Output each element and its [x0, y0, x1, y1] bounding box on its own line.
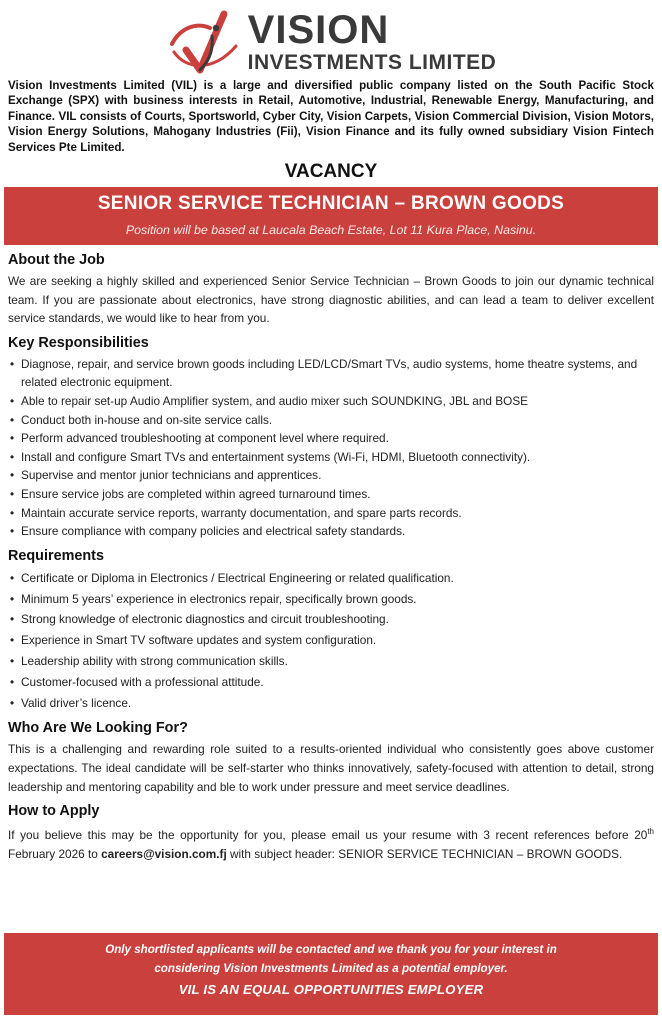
list-item: • Ensure compliance with company policies and electrical safety standards.: [8, 522, 654, 541]
list-item: • Experience in Smart TV software updates and system configuration.: [8, 630, 654, 651]
company-logo: [0, 0, 662, 78]
careers-email-link[interactable]: careers@vision.com.fj: [101, 846, 227, 861]
about-heading: About the Job: [8, 252, 105, 269]
list-item: • Strong knowledge of electronic diagnostics and circuit troubleshooting.: [8, 609, 654, 630]
company-intro: Vision Investments Limited (VIL) is a large and diversified public company listed on the South Pacific Stock Exchange (SPX) with business interests in Retail, Automotive, Industrial, Renewable Energy, Manufacturing, and Finance. VIL consists of Courts, Sportsworld, Cyber City, Vision Carpets, Vision Commercial Division, Vision Motors, Vision Energy Solutions, Mahogany Industries (Fii), Vision Finance and its fully owned subsidiary Vision Fintech Services Pte Limited.: [8, 79, 654, 154]
requirements-heading: Requirements: [8, 547, 104, 564]
list-item: • Leadership ability with strong communication skills.: [8, 651, 654, 672]
apply-heading: How to Apply: [8, 803, 100, 820]
list-item: • Supervise and mentor junior technicians and apprentices.: [8, 466, 654, 485]
position-location: Position will be based at Laucala Beach Estate, Lot 11 Kura Place, Nasinu.: [125, 223, 537, 238]
footer-note-line2: considering Vision Investments Limited as a potential employer.: [154, 962, 508, 975]
list-item: • Certificate or Diploma in Electronics / Electrical Engineering or related qualification.: [8, 568, 654, 589]
list-item: • Conduct both in-house and on-site service calls.: [8, 411, 654, 430]
apply-text: [8, 823, 654, 863]
vision-v-logo-icon: [166, 6, 244, 76]
list-item: • Perform advanced troubleshooting at component level where required.: [8, 429, 654, 448]
footer-note-line1: Only shortlisted applicants will be contacted and we thank you for your interest in: [105, 943, 557, 956]
list-item: • Install and configure Smart TVs and entertainment systems (Wi-Fi, HDMI, Bluetooth connectivity).: [8, 448, 654, 467]
equal-opportunity-statement: VIL IS AN EQUAL OPPORTUNITIES EMPLOYER: [178, 982, 484, 997]
logo-title: VISION: [247, 7, 390, 52]
looking-for-heading: Who Are We Looking For?: [8, 720, 188, 737]
apply-date-suffix: th: [647, 827, 654, 837]
list-item: • Diagnose, repair, and service brown goods including LED/LCD/Smart TVs, audio systems, home theatre systems, and related electronic equipment.: [8, 355, 654, 392]
apply-text-after: with subject header: SENIOR SERVICE TECHNICIAN – BROWN GOODS.: [226, 846, 623, 861]
list-item: • Customer-focused with a professional attitude.: [8, 672, 654, 693]
position-banner: [4, 187, 658, 245]
looking-for-text: This is a challenging and rewarding role suited to a results-oriented individual who consistently goes above customer expectations. The ideal candidate will be self-starter who thinks innovatively, safety-focused with attention to detail, strong leadership and mentoring capability and ble to work under pressure and meet service deadlines.: [8, 742, 654, 794]
apply-text-before: If you believe this may be the opportunity for you, please email us your resume with 3 recent references before 20: [8, 828, 648, 843]
requirements-list: [8, 568, 654, 714]
position-title: SENIOR SERVICE TECHNICIAN – BROWN GOODS: [97, 193, 565, 215]
list-item: • Able to repair set-up Audio Amplifier system, and audio mixer such SOUNDKING, JBL and BOSE: [8, 392, 654, 411]
vacancy-label: VACANCY: [284, 161, 378, 183]
responsibilities-heading: Key Responsibilities: [8, 334, 149, 351]
list-item: • Maintain accurate service reports, warranty documentation, and spare parts records.: [8, 504, 654, 523]
about-text: We are seeking a highly skilled and experienced Senior Service Technician – Brown Goods to join our dynamic technical team. If you are passionate about electronics, have strong diagnostic abilities, and can lead a team to deliver excellent service standards, we would like to hear from you.: [8, 274, 654, 326]
responsibilities-list: [8, 355, 654, 541]
ad-content: [0, 252, 662, 863]
list-item: • Minimum 5 years’ experience in electronics repair, specifically brown goods.: [8, 589, 654, 610]
logo-subtitle: INVESTMENTS LIMITED: [247, 50, 497, 74]
footer-banner: [4, 933, 658, 1015]
list-item: • Valid driver’s licence.: [8, 693, 654, 714]
apply-text-mid: February 2026 to: [8, 846, 102, 861]
list-item: • Ensure service jobs are completed within agreed turnaround times.: [8, 485, 654, 504]
